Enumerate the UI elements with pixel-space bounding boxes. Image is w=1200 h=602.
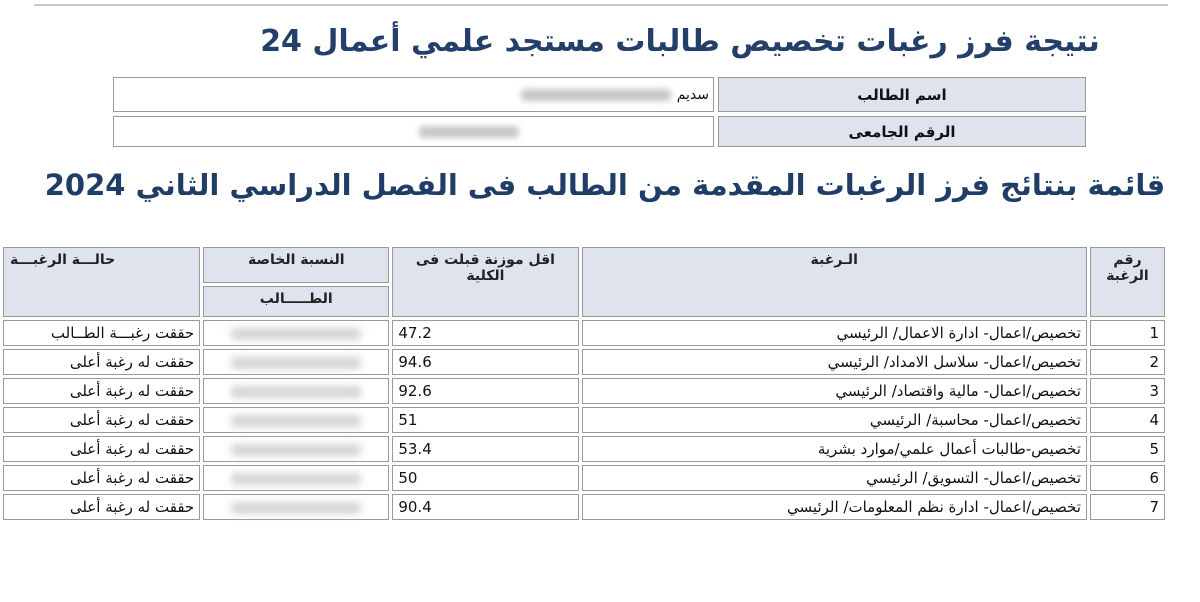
table-row	[3, 407, 1165, 433]
redacted-percentage	[231, 473, 361, 485]
student-id-label: الرقم الجامعى	[718, 116, 1086, 147]
wish-status-cell: حققت له رغبة أعلى	[3, 349, 200, 375]
header-min-score: اقل موزنة قبلت فى الكلية	[392, 247, 578, 317]
wish-status-cell: حققت له رغبة أعلى	[3, 465, 200, 491]
wishes-table-body	[3, 320, 1165, 520]
wish-number-cell: 6	[1090, 465, 1165, 491]
student-pct-cell	[203, 349, 389, 375]
student-id-row	[113, 116, 1086, 147]
wish-status-cell: حققت رغبـــة الطــالب	[3, 320, 200, 346]
student-name-value	[113, 77, 714, 112]
wish-number-cell: 4	[1090, 407, 1165, 433]
page-title: نتيجة فرز رغبات تخصيص طالبات مستجد علمي أعمال 24	[260, 24, 1100, 59]
min-score-cell: 53.4	[392, 436, 578, 462]
table-row	[3, 465, 1165, 491]
redacted-name	[521, 89, 671, 101]
min-score-cell: 94.6	[392, 349, 578, 375]
wish-number-cell: 2	[1090, 349, 1165, 375]
student-pct-cell	[203, 436, 389, 462]
wish-status-cell: حققت له رغبة أعلى	[3, 436, 200, 462]
student-name-row	[113, 77, 1086, 112]
wish-number-cell: 5	[1090, 436, 1165, 462]
wish-status-cell: حققت له رغبة أعلى	[3, 407, 200, 433]
header-wish-number: رقم الرغبة	[1090, 247, 1165, 317]
redacted-percentage	[231, 328, 361, 340]
wish-name-cell: تخصيص/اعمال- سلاسل الامداد/ الرئيسي	[582, 349, 1087, 375]
student-pct-cell	[203, 320, 389, 346]
wish-name-cell: تخصيص/اعمال- محاسبة/ الرئيسي	[582, 407, 1087, 433]
redacted-percentage	[231, 386, 361, 398]
redacted-percentage	[231, 444, 361, 456]
wish-number-cell: 7	[1090, 494, 1165, 520]
min-score-cell: 90.4	[392, 494, 578, 520]
top-divider	[34, 0, 1168, 6]
student-pct-cell	[203, 465, 389, 491]
header-student: الطـــــالب	[203, 286, 389, 317]
wish-name-cell: تخصيص/اعمال- التسويق/ الرئيسي	[582, 465, 1087, 491]
min-score-cell: 50	[392, 465, 578, 491]
wish-name-cell: تخصيص/اعمال- ادارة الاعمال/ الرئيسي	[582, 320, 1087, 346]
table-row	[3, 436, 1165, 462]
header-wish: الـرغبة	[582, 247, 1087, 317]
redacted-id	[419, 126, 519, 138]
redacted-percentage	[231, 357, 361, 369]
wish-number-cell: 3	[1090, 378, 1165, 404]
min-score-cell: 51	[392, 407, 578, 433]
table-row	[3, 349, 1165, 375]
table-row	[3, 320, 1165, 346]
student-pct-cell	[203, 407, 389, 433]
redacted-percentage	[231, 502, 361, 514]
header-special-pct: النسبة الخاصة	[203, 247, 389, 283]
wish-name-cell: تخصيص/اعمال- ادارة نظم المعلومات/ الرئيسي	[582, 494, 1087, 520]
min-score-cell: 92.6	[392, 378, 578, 404]
wish-name-cell: تخصيص-طالبات أعمال علمي/موارد بشرية	[582, 436, 1087, 462]
min-score-cell: 47.2	[392, 320, 578, 346]
wish-name-cell: تخصيص/اعمال- مالية واقتصاد/ الرئيسي	[582, 378, 1087, 404]
student-pct-cell	[203, 378, 389, 404]
wishes-table	[0, 244, 1168, 523]
student-name-label: اسم الطالب	[718, 77, 1086, 112]
redacted-percentage	[231, 415, 361, 427]
header-status: حالـــة الرغبـــة	[3, 247, 200, 317]
results-subtitle: قائمة بنتائج فرز الرغبات المقدمة من الطالب فى الفصل الدراسي الثاني 2024	[44, 168, 1166, 202]
table-row	[3, 378, 1165, 404]
student-id-value	[113, 116, 714, 147]
student-pct-cell	[203, 494, 389, 520]
wish-status-cell: حققت له رغبة أعلى	[3, 378, 200, 404]
table-row	[3, 494, 1165, 520]
wish-number-cell: 1	[1090, 320, 1165, 346]
student-name-text: سديم	[676, 86, 709, 103]
wish-status-cell: حققت له رغبة أعلى	[3, 494, 200, 520]
